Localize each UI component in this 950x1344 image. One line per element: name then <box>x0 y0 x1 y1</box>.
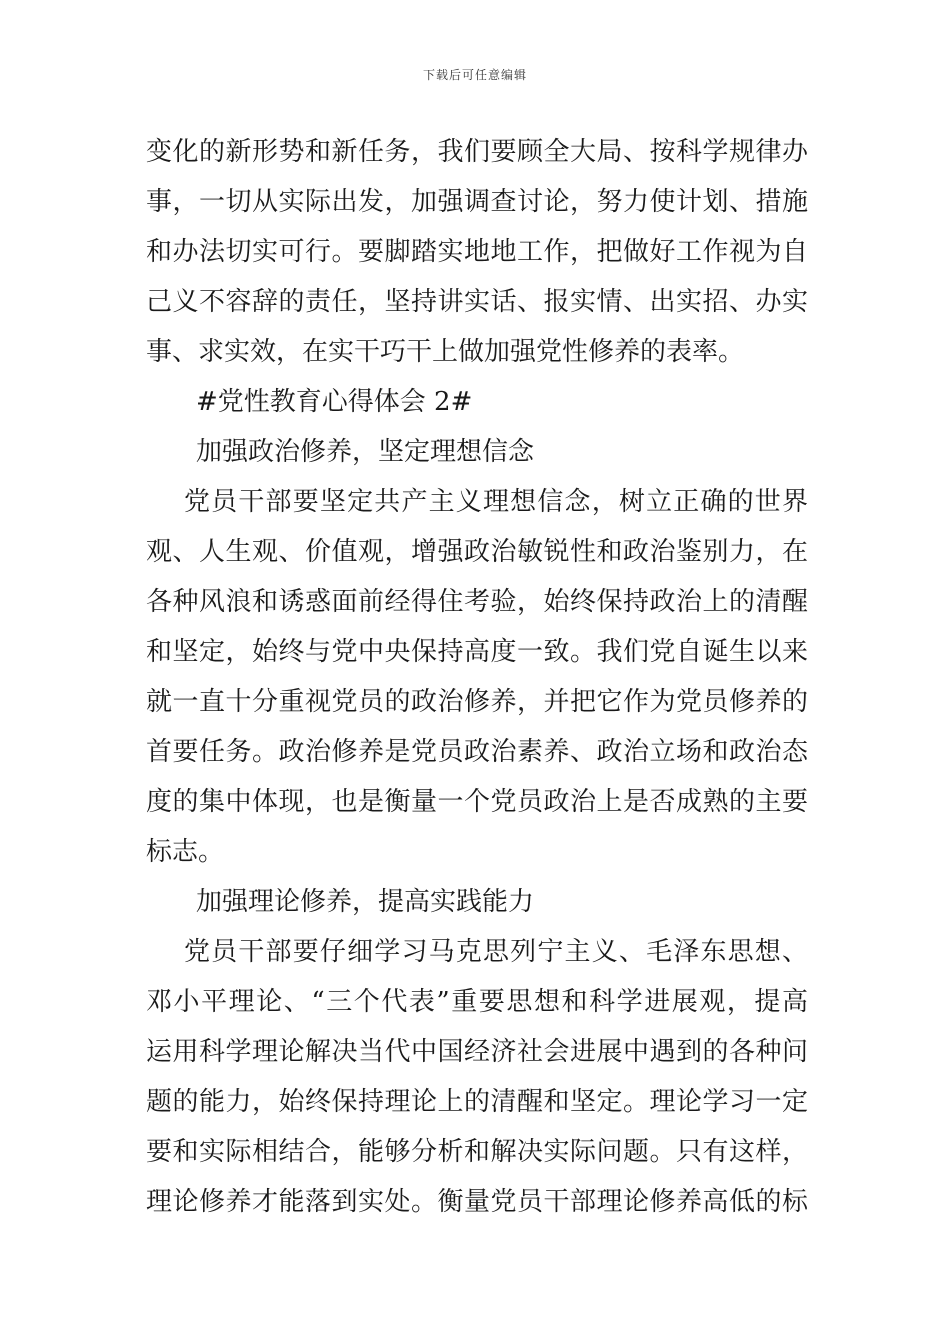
text-line: 要和实际相结合，能够分析和解决实际问题。只有这样， <box>146 1137 808 1167</box>
text-line: 和坚定，始终与党中央保持高度一致。我们党自诞生以来 <box>146 637 808 667</box>
text-line: 首要任务。政治修养是党员政治素养、政治立场和政治态 <box>146 737 808 767</box>
section-heading: 加强理论修养，提高实践能力 <box>196 887 535 917</box>
text-line: 各种风浪和诱惑面前经得住考验，始终保持政治上的清醒 <box>146 587 808 617</box>
text-line: 变化的新形势和新任务，我们要顾全大局、按科学规律办 <box>146 137 808 167</box>
text-line: 观、人生观、价值观，增强政治敏锐性和政治鉴别力，在 <box>146 537 808 567</box>
page-header-note: 下载后可任意编辑 <box>422 68 527 82</box>
section-heading: 加强政治修养，坚定理想信念 <box>196 437 535 467</box>
text-line: 己义不容辞的责任，坚持讲实话、报实情、出实招、办实 <box>146 287 808 317</box>
text-line: 理论修养才能落到实处。衡量党员干部理论修养高低的标 <box>146 1187 808 1217</box>
text-line: 标志。 <box>146 837 225 867</box>
section-marker: #党性教育心得体会 2# <box>196 387 473 417</box>
paragraph-first-line: 党员干部要仔细学习马克思列宁主义、毛泽东思想、 <box>184 937 808 967</box>
text-line: 事、求实效，在实干巧干上做加强党性修养的表率。 <box>146 337 745 367</box>
text-line: 事，一切从实际出发，加强调查讨论，努力使计划、措施 <box>146 187 808 217</box>
text-line: 就一直十分重视党员的政治修养，并把它作为党员修养的 <box>146 687 808 717</box>
text-line: 运用科学理论解决当代中国经济社会进展中遇到的各种问 <box>146 1037 808 1067</box>
text-line: 邓小平理论、“三个代表”重要思想和科学进展观，提高 <box>146 987 808 1017</box>
document-body <box>146 127 808 1227</box>
text-line: 度的集中体现，也是衡量一个党员政治上是否成熟的主要 <box>146 787 808 817</box>
paragraph-first-line: 党员干部要坚定共产主义理想信念，树立正确的世界 <box>184 487 808 517</box>
text-line: 和办法切实可行。要脚踏实地地工作，把做好工作视为自 <box>146 237 808 267</box>
text-line: 题的能力，始终保持理论上的清醒和坚定。理论学习一定 <box>146 1087 808 1117</box>
